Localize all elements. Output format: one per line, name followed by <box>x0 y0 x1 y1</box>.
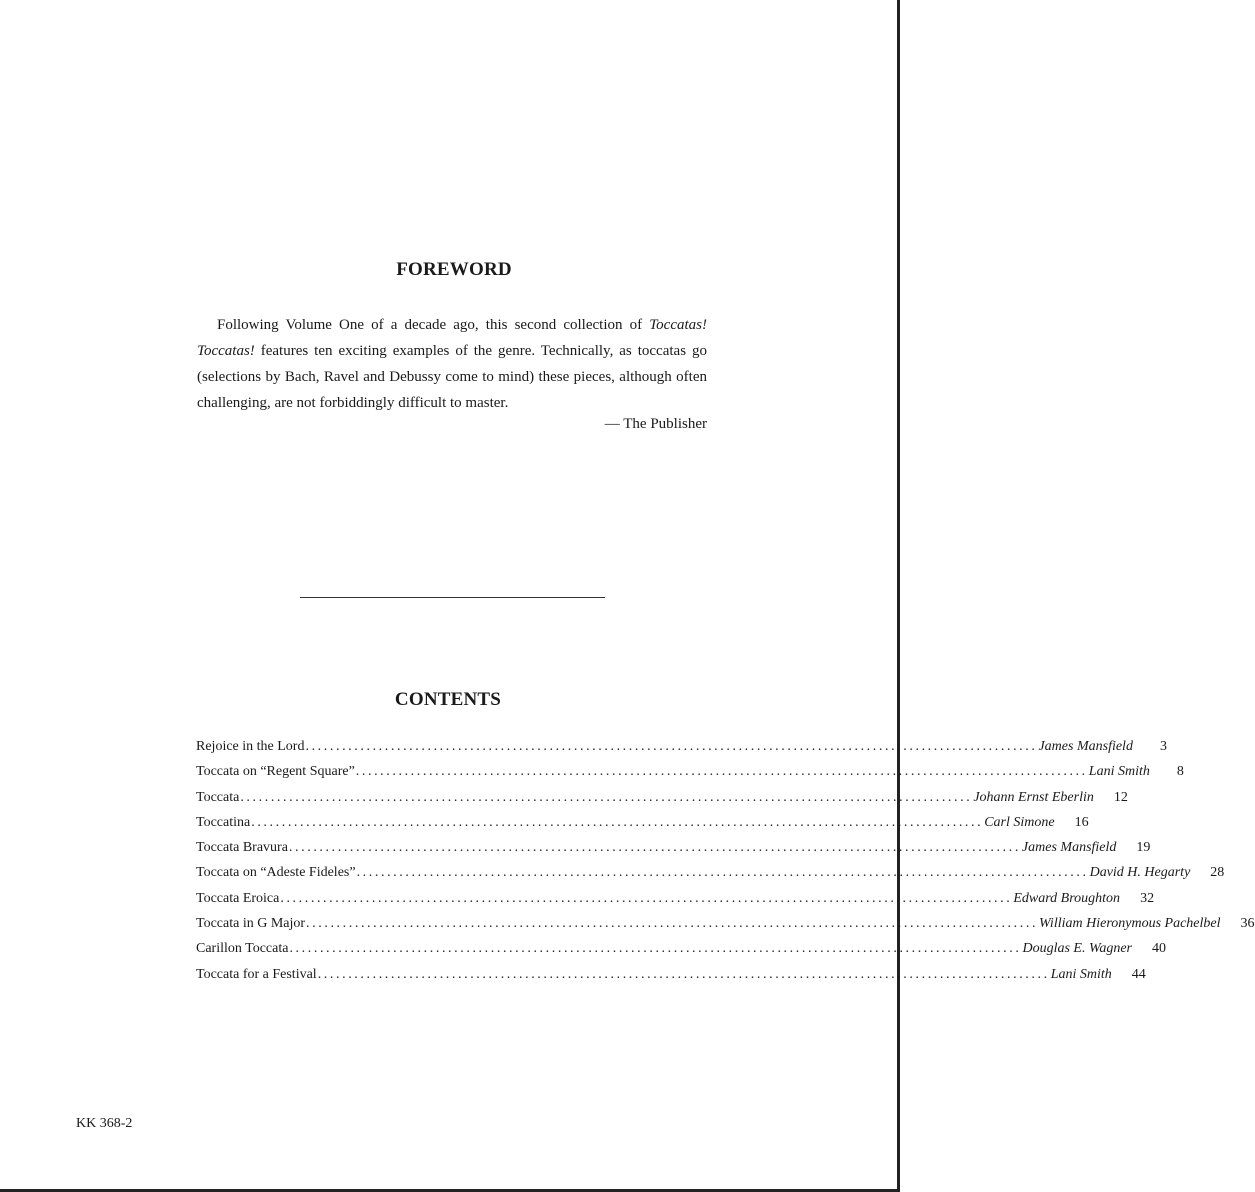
contents-entry-title: Rejoice in the Lord <box>196 739 305 754</box>
contents-entry-page: 32 <box>1140 890 1155 906</box>
contents-entry-page: 28 <box>1210 865 1225 881</box>
contents-entry-composer: Douglas E. Wagner <box>1022 941 1132 957</box>
dot-leader: ........................................................................................................................ <box>280 890 1013 906</box>
contents-entry-page: 19 <box>1136 840 1151 856</box>
contents-entry-page: 12 <box>1113 789 1128 805</box>
foreword-text-before-title: Following Volume One of a decade ago, this second collection of <box>217 317 650 333</box>
contents-entry-title: Carillon Toccata <box>196 941 289 957</box>
contents-entry-title: Toccatina <box>196 814 251 830</box>
contents-entry <box>196 941 1166 966</box>
contents-entry-title: Toccata in G Major <box>196 916 306 932</box>
contents-entry-composer: William Hieronymous Pachelbel <box>1039 916 1221 932</box>
contents-entry <box>196 814 1089 840</box>
contents-list <box>196 739 1255 992</box>
contents-entry-title: Toccata on “Adeste Fideles” <box>196 865 356 881</box>
contents-entry <box>196 789 1128 815</box>
contents-entry <box>196 764 1184 789</box>
foreword-signature: — The Publisher <box>604 416 707 432</box>
dot-leader: ........................................................................................................................ <box>240 789 973 805</box>
dot-leader: ........................................................................................................................ <box>306 916 1039 932</box>
foreword-collection-title: Toccatas! Toccatas! <box>197 317 707 359</box>
section-divider <box>300 597 605 598</box>
contents-entry-title: Toccata Eroica <box>196 890 280 906</box>
dot-leader: ........................................................................................................................ <box>289 941 1022 957</box>
contents-entry-page: 8 <box>1176 764 1184 780</box>
contents-entry-page: 36 <box>1240 916 1255 932</box>
page-border-right <box>897 0 900 1192</box>
contents-entry-page: 40 <box>1152 941 1166 957</box>
contents-entry-composer: James Mansfield <box>1038 739 1133 754</box>
dot-leader: ........................................................................................................................ <box>288 840 1021 856</box>
dot-leader: ........................................................................................................................ <box>251 814 984 830</box>
contents-entry-page: 16 <box>1074 814 1089 830</box>
contents-entry-title: Toccata <box>196 789 240 805</box>
dot-leader: ........................................................................................................................ <box>355 764 1088 780</box>
contents-entry <box>196 840 1151 865</box>
foreword-heading: FOREWORD <box>396 259 512 280</box>
dot-leader: ........................................................................................................................ <box>317 966 1050 982</box>
contents-entry-composer: Edward Broughton <box>1013 890 1121 906</box>
contents-entry-page: 44 <box>1131 966 1146 982</box>
contents-entry-composer: David H. Hegarty <box>1089 865 1191 881</box>
contents-heading: CONTENTS <box>394 689 502 710</box>
contents-entry <box>196 916 1255 941</box>
catalog-code: KK 368-2 <box>76 1116 133 1131</box>
foreword-paragraph <box>197 312 707 416</box>
contents-entry-composer: Johann Ernst Eberlin <box>973 789 1094 805</box>
contents-entry-composer: Lani Smith <box>1088 764 1150 780</box>
dot-leader: ........................................................................................................................ <box>305 739 1038 754</box>
contents-entry-title: Toccata for a Festival <box>196 966 317 982</box>
contents-entry <box>196 966 1146 992</box>
contents-entry-page: 3 <box>1159 739 1167 754</box>
dot-leader: ........................................................................................................................ <box>356 865 1089 881</box>
contents-entry-title: Toccata on “Regent Square” <box>196 764 355 780</box>
contents-entry <box>196 865 1225 890</box>
foreword-text-after-title: features ten exciting examples of the genre. Technically, as toccatas go (selections by Bach, Ravel and Debussy come to mind) these pieces, although often challenging, are not forbiddingly difficult to master. <box>197 343 707 411</box>
contents-entry-composer: Carl Simone <box>984 814 1055 830</box>
contents-entry-composer: Lani Smith <box>1050 966 1112 982</box>
contents-entry-composer: James Mansfield <box>1021 840 1117 856</box>
contents-entry <box>196 739 1167 764</box>
contents-entry-title: Toccata Bravura <box>196 840 288 856</box>
contents-entry <box>196 890 1155 916</box>
